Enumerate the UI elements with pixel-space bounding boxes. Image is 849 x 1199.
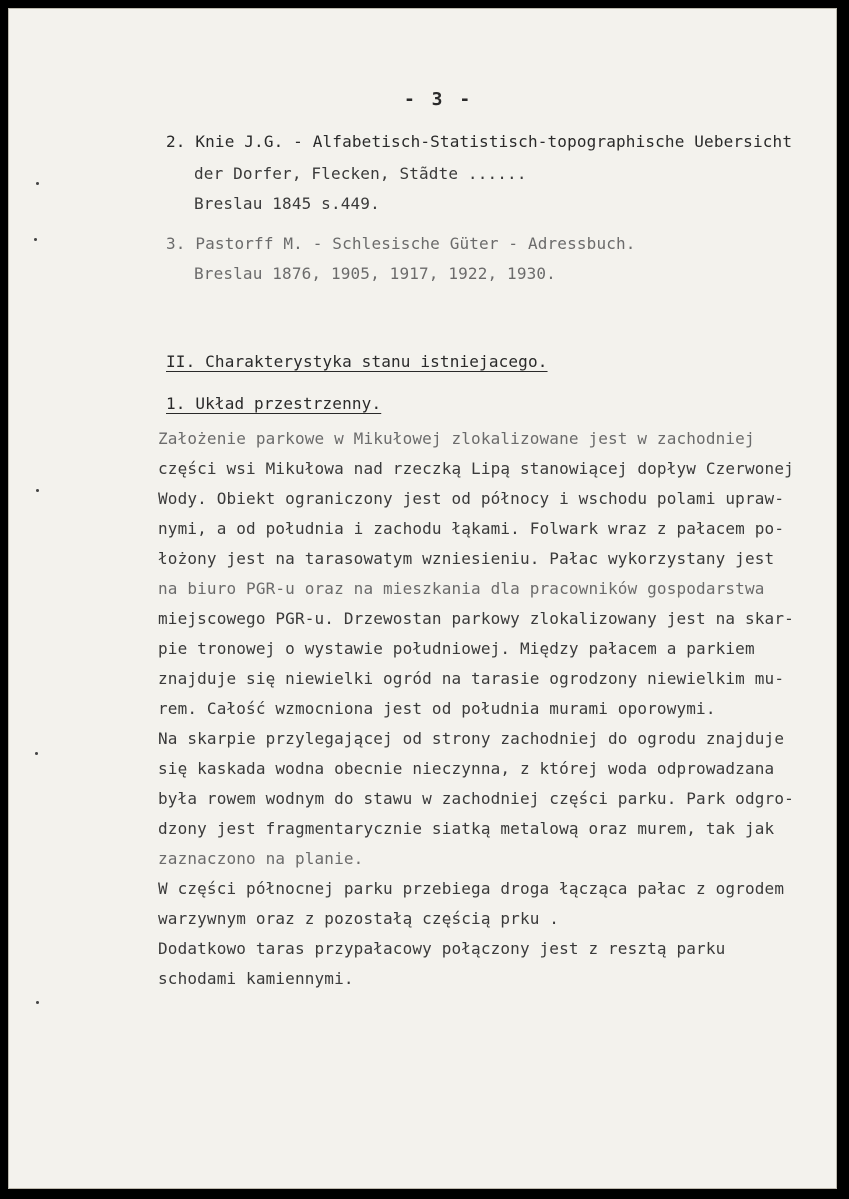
body-line: miejscowego PGR-u. Drzewostan parkowy zlokalizowany jest na skar- — [158, 609, 794, 628]
reference-line: Breslau 1876, 1905, 1917, 1922, 1930. — [194, 264, 556, 283]
reference-line: der Dorfer, Flecken, Stãdte ...... — [194, 164, 527, 183]
body-line: Założenie parkowe w Mikułowej zlokalizowane jest w zachodniej — [158, 429, 755, 448]
document-page — [8, 8, 837, 1189]
body-line: części wsi Mikułowa nad rzeczką Lipą stanowiącej dopływ Czerwonej — [158, 459, 794, 478]
body-line: Na skarpie przylegającej od strony zachodniej do ogrodu znajduje — [158, 729, 785, 748]
body-line: zaznaczono na planie. — [158, 849, 364, 868]
section-heading: II. Charakterystyka stanu istniejacego. — [166, 352, 548, 371]
binder-mark — [36, 182, 39, 185]
body-line: pie tronowej o wystawie południowej. Między pałacem a parkiem — [158, 639, 755, 658]
page-number: - 3 - — [404, 89, 474, 110]
body-line: nymi, a od południa i zachodu łąkami. Folwark wraz z pałacem po- — [158, 519, 785, 538]
binder-mark — [34, 238, 37, 241]
reference-line: Breslau 1845 s.449. — [194, 194, 380, 213]
subsection-heading: 1. Układ przestrzenny. — [166, 394, 382, 413]
body-line: dzony jest fragmentarycznie siatką metalową oraz murem, tak jak — [158, 819, 775, 838]
binder-mark — [35, 752, 38, 755]
binder-mark — [36, 1001, 39, 1004]
body-line: Dodatkowo taras przypałacowy połączony jest z resztą parku — [158, 939, 726, 958]
body-line: warzywnym oraz z pozostałą częścią prku . — [158, 909, 560, 928]
body-line: Wody. Obiekt ograniczony jest od północy i wschodu polami upraw- — [158, 489, 785, 508]
body-line: schodami kamiennymi. — [158, 969, 354, 988]
reference-line: 2. Knie J.G. - Alfabetisch-Statistisch-topographische Uebersicht — [166, 132, 793, 151]
body-line: się kaskada wodna obecnie nieczynna, z której woda odprowadzana — [158, 759, 775, 778]
body-line: na biuro PGR-u oraz na mieszkania dla pracowników gospodarstwa — [158, 579, 765, 598]
body-line: rem. Całość wzmocniona jest od południa murami oporowymi. — [158, 699, 716, 718]
body-line: była rowem wodnym do stawu w zachodniej części parku. Park odgro- — [158, 789, 794, 808]
binder-mark — [36, 489, 39, 492]
reference-line: 3. Pastorff M. - Schlesische Güter - Adressbuch. — [166, 234, 636, 253]
body-line: znajduje się niewielki ogród na tarasie ogrodzony niewielkim mu- — [158, 669, 785, 688]
body-line: łożony jest na tarasowatym wzniesieniu. Pałac wykorzystany jest — [158, 549, 775, 568]
body-line: W części północnej parku przebiega droga łącząca pałac z ogrodem — [158, 879, 785, 898]
